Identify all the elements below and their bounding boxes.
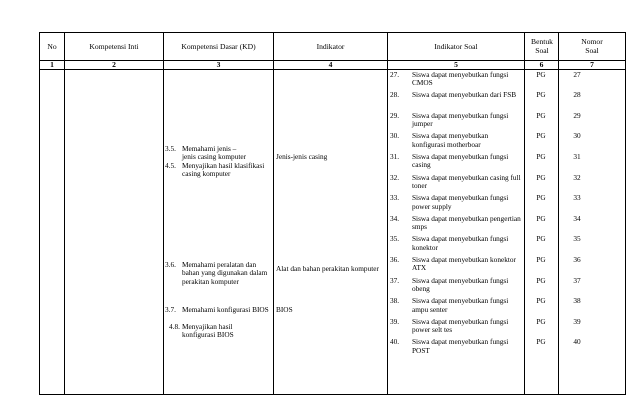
header-nomor-soal: Nomor Soal [581, 37, 603, 55]
kd-text: Menyajikan hasil klasifikasi casing komputer [182, 161, 265, 179]
bentuk-soal-cell: PG [536, 275, 546, 285]
kd-number: 3.6. [165, 260, 176, 269]
soal-number: 40. [390, 337, 400, 347]
bentuk-soal-cell: PG [536, 234, 546, 244]
nomor-soal-cell: 33 [573, 193, 581, 203]
indikator-item: Alat dan bahan perakitan komputer [276, 264, 379, 273]
soal-number: 33. [390, 193, 400, 203]
soal-text: Siswa dapat menyebutkan konfigurasi motherboar [412, 131, 489, 149]
nomor-soal-cell: 32 [573, 172, 581, 182]
column-number-7: 7 [590, 60, 594, 69]
soal-number: 34. [390, 213, 400, 223]
soal-text: Siswa dapat menyebutkan fungsi jumper [412, 110, 509, 129]
nomor-soal-cell: 35 [573, 234, 581, 244]
nomor-soal-cell: 38 [573, 296, 581, 306]
soal-number: 38. [390, 296, 400, 306]
column-number-5: 5 [454, 60, 458, 69]
kd-item [165, 261, 273, 295]
soal-number: 37. [390, 275, 400, 285]
header-indikator-soal: Indikator Soal [434, 41, 478, 51]
soal-number: 28. [390, 90, 400, 100]
kisi-kisi-table [39, 32, 626, 395]
nomor-soal-cell: 30 [573, 131, 581, 141]
bentuk-soal-cell: PG [536, 172, 546, 182]
kd-item [165, 162, 273, 179]
soal-number: 36. [390, 254, 400, 264]
nomor-soal-cell: 31 [573, 151, 581, 161]
soal-text: Siswa dapat menyebutkan fungsi konektor [412, 234, 509, 252]
bentuk-soal-cell: PG [536, 90, 546, 100]
kd-item [165, 306, 273, 323]
bentuk-soal-cell: PG [536, 337, 546, 347]
col-line-4 [387, 32, 388, 395]
soal-number: 30. [390, 131, 400, 141]
bentuk-soal-cell: PG [536, 254, 546, 264]
col-line-0 [39, 32, 40, 395]
header-no: No [47, 41, 57, 51]
bentuk-soal-cell: PG [536, 193, 546, 203]
nomor-soal-cell: 37 [573, 275, 581, 285]
nomor-soal-cell: 29 [573, 110, 581, 120]
bentuk-soal-cell: PG [536, 296, 546, 306]
soal-text: Siswa dapat menyebutkan fungsi POST [412, 337, 509, 355]
column-number-1: 1 [50, 60, 54, 69]
soal-text: Siswa dapat menyebutkan fungsi casing [412, 151, 509, 170]
soal-text: Siswa dapat menyebutkan fungsi obeng [412, 275, 509, 293]
soal-text: Siswa dapat menyebutkan fungsi power selt tes [412, 316, 509, 335]
bentuk-soal-cell: PG [536, 131, 546, 141]
nomor-soal-cell: 40 [573, 337, 581, 347]
bentuk-soal-cell: PG [536, 69, 546, 79]
kd-text: Menyajikan hasil konfigurasi BIOS [182, 322, 234, 340]
nomor-soal-cell: 36 [573, 254, 581, 264]
header-indikator: Indikator [316, 41, 345, 51]
column-number-4: 4 [328, 60, 333, 69]
column-number-6: 6 [539, 60, 544, 69]
soal-text: Siswa dapat menyebutkan fungsi power supply [412, 193, 509, 211]
nomor-soal-cell: 27 [573, 69, 581, 79]
col-line-5 [524, 32, 525, 395]
soal-text: Siswa dapat menyebutkan fungsi ampu senter [412, 296, 509, 314]
kd-text: Memahami konfigurasi BIOS [182, 305, 269, 314]
indikator-item: BIOS [276, 305, 293, 314]
soal-number: 31. [390, 151, 400, 161]
col-line-3 [273, 32, 274, 395]
soal-number: 27. [390, 69, 400, 79]
bentuk-soal-cell: PG [536, 213, 546, 223]
kd-number: 4.8. [169, 322, 180, 331]
indikator-item: Jenis-jenis casing [276, 152, 328, 161]
header-bentuk-soal: Bentuk Soal [531, 37, 553, 55]
kd-number: 3.7. [165, 305, 176, 314]
header-kompetensi-inti: Kompetensi Inti [89, 41, 139, 51]
soal-number: 29. [390, 110, 400, 120]
nomor-soal-cell: 39 [573, 316, 581, 326]
bentuk-soal-cell: PG [536, 151, 546, 161]
bentuk-soal-cell: PG [536, 110, 546, 120]
column-number-2: 2 [112, 60, 116, 69]
kd-number: 4.5. [165, 161, 176, 170]
header-kompetensi-dasar: Kompetensi Dasar (KD) [181, 41, 256, 51]
col-line-2 [163, 32, 164, 395]
col-line-1 [64, 32, 65, 395]
soal-number: 35. [390, 234, 400, 244]
soal-text: Siswa dapat menyebutkan fungsi CMOS [412, 69, 509, 87]
kd-item [165, 145, 273, 162]
soal-text: Siswa dapat menyebutkan pengertian smps [412, 213, 521, 232]
table-border-bottom [39, 394, 626, 395]
soal-text: Siswa dapat menyebutkan konektor ATX [412, 254, 516, 273]
col-line-7 [625, 32, 626, 395]
soal-text: Siswa dapat menyebutkan casing full toner [412, 172, 521, 190]
soal-number: 32. [390, 172, 400, 182]
bentuk-soal-cell: PG [536, 316, 546, 326]
kd-text: Memahami jenis – jenis casing komputer [182, 144, 247, 162]
soal-number: 39. [390, 316, 400, 326]
column-number-3: 3 [216, 60, 221, 69]
soal-text: Siswa dapat menyebutkan dari FSB [412, 90, 517, 100]
kd-number: 3.5. [165, 144, 176, 153]
nomor-soal-cell: 34 [573, 213, 581, 223]
kd-item [169, 323, 273, 340]
kd-text: Memahami peralatan dan bahan yang digunakan dalam perakitan komputer [182, 260, 268, 286]
nomor-soal-cell: 28 [573, 90, 581, 100]
